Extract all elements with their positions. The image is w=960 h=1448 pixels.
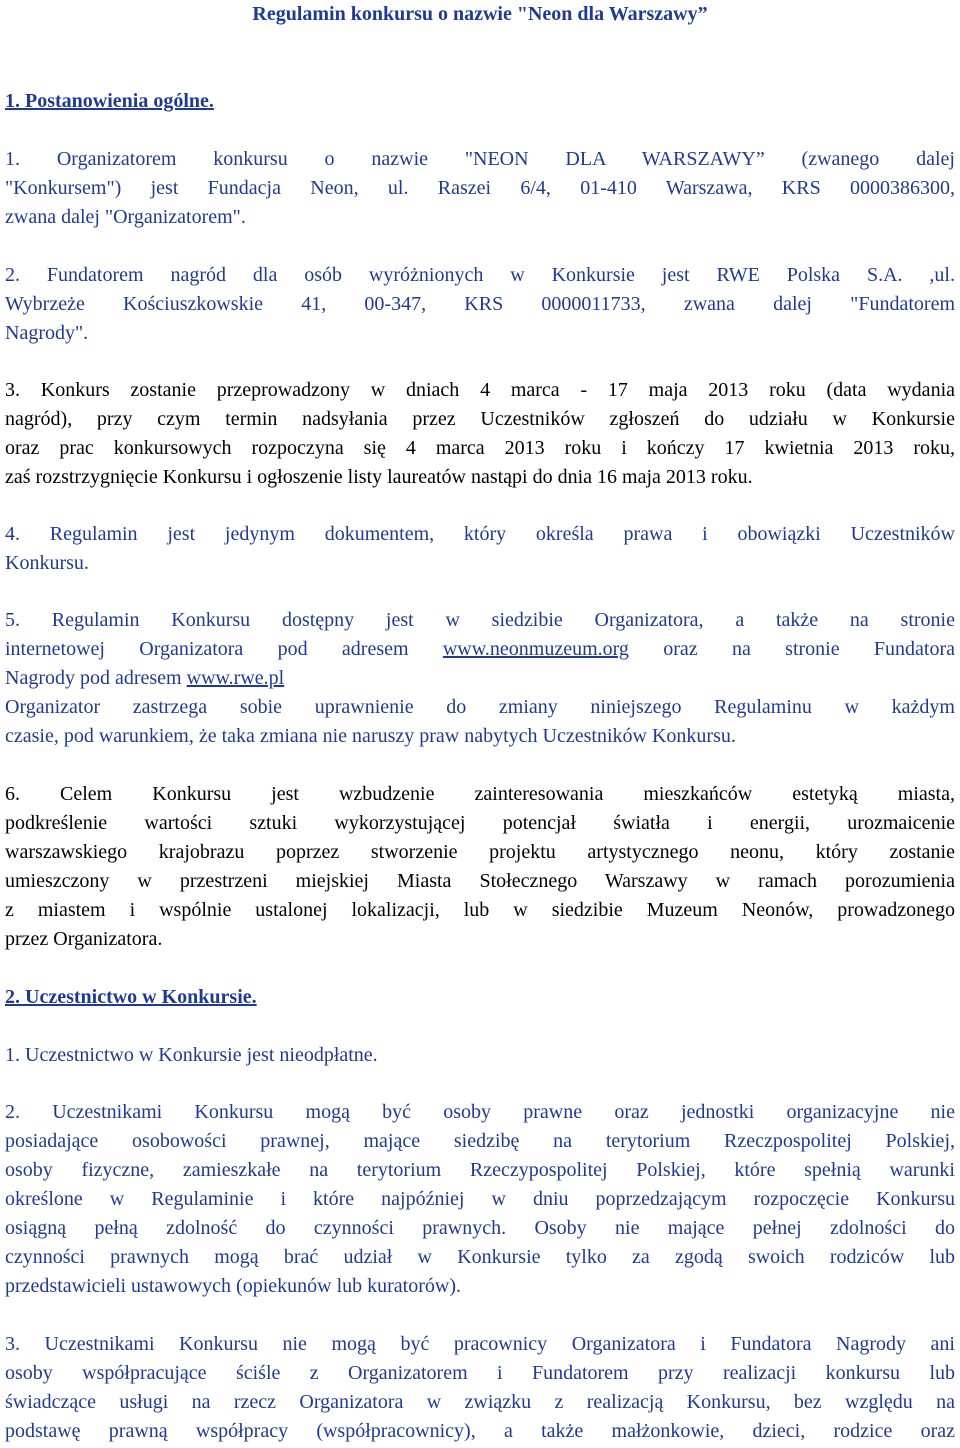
s1-p5-line3-a: Nagrody pod adresem [5,667,182,689]
s1-p2-line2: Wybrzeże Kościuszkowskie 41, 00-347, KRS 0000011733, zwana dalej "Fundatorem [5,293,955,315]
s1-p5-line2 [5,635,955,664]
s1-p1-line1: 1. Organizatorem konkursu o nazwie "NEON DLA WARSZAWY” (zwanego dalej [5,148,955,170]
s1-p5-line4: Organizator zastrzega sobie uprawnienie do zmiany niniejszego Regulaminu w każdym [5,696,955,718]
s1-p4-line2: Konkursu. [5,552,89,574]
s2-p3-line3: świadczące usługi na rzecz Organizatora w związku z realizacją Konkursu, bez względu na [5,1391,955,1413]
s2-p2-line1: 2. Uczestnikami Konkursu mogą być osoby prawne oraz jednostki organizacyjne nie [5,1101,955,1123]
s1-p5-line3 [5,664,955,693]
rwe-link[interactable]: www.rwe.pl [186,667,285,689]
s2-p3-line2: osoby współpracujące ściśle z Organizatorem i Fundatorem przy realizacji konkursu lub [5,1362,955,1384]
s1-p3-line2: nagród), przy czym termin nadsyłania przez Uczestników zgłoszeń do udziału w Konkursie [5,408,955,430]
s1-p5-line2-a: internetowej Organizatora pod adresem [5,638,409,660]
s2-p3-line4: podstawę prawną współpracy (współpracownicy), a także małżonkowie, dzieci, rodzice oraz [5,1420,955,1442]
s1-p5-line1: 5. Regulamin Konkursu dostępny jest w siedzibie Organizatora, a także na stronie [5,609,955,631]
s1-p6-line2: podkreślenie wartości sztuki wykorzystującej potencjał światła i energii, urozmaicenie [5,812,955,834]
s1-p5-line5: czasie, pod warunkiem, że taka zmiana nie naruszy praw nabytych Uczestników Konkursu. [5,725,736,747]
s2-p2-line2: posiadające osobowości prawnej, mające siedzibę na terytorium Rzeczpospolitej Polskiej, [5,1130,955,1152]
section-1-heading: 1. Postanowienia ogólne. [5,90,214,112]
s1-p2-line1: 2. Fundatorem nagród dla osób wyróżnionych w Konkursie jest RWE Polska S.A. ,ul. [5,264,955,286]
s2-p2-line4: określone w Regulaminie i które najpóźniej w dniu poprzedzającym rozpoczęcie Konkursu [5,1188,955,1210]
s1-p2-line3: Nagrody". [5,322,89,344]
s2-p3-line1: 3. Uczestnikami Konkursu nie mogą być pracownicy Organizatora i Fundatora Nagrody ani [5,1333,955,1355]
s2-p2-line7: przedstawicieli ustawowych (opiekunów lub kuratorów). [5,1275,461,1297]
s1-p6-line3: warszawskiego krajobrazu poprzez stworzenie projektu artystycznego neonu, który zostanie [5,841,955,863]
s2-p2-line5: osiągną pełną zdolność do czynności prawnych. Osoby nie mające pełnej zdolności do [5,1217,955,1239]
document-title: Regulamin konkursu o nazwie "Neon dla Warszawy” [252,3,708,25]
s1-p5-line2-b: oraz na stronie Fundatora [663,638,955,660]
section-2-heading: 2. Uczestnictwo w Konkursie. [5,986,257,1008]
s2-p2-line3: osoby fizyczne, zamieszkałe na terytorium Rzeczypospolitej Polskiej, które spełnią warunki [5,1159,955,1181]
s1-p3-line4: zaś rozstrzygnięcie Konkursu i ogłoszenie listy laureatów nastąpi do dnia 16 maja 2013 roku. [5,466,753,488]
s1-p6-line4: umieszczony w przestrzeni miejskiej Miasta Stołecznego Warszawy w ramach porozumienia [5,870,955,892]
s1-p1-line3: zwana dalej "Organizatorem". [5,206,246,228]
s1-p4-line1: 4. Regulamin jest jedynym dokumentem, który określa prawa i obowiązki Uczestników [5,523,955,545]
s2-p2-line6: czynności prawnych mogą brać udział w Konkursie tylko za zgodą swoich rodziców lub [5,1246,955,1268]
s1-p3-line1: 3. Konkurs zostanie przeprowadzony w dniach 4 marca - 17 maja 2013 roku (data wydania [5,379,955,401]
neonmuzeum-link[interactable]: www.neonmuzeum.org [442,638,629,660]
s1-p3-line3: oraz prac konkursowych rozpoczyna się 4 marca 2013 roku i kończy 17 kwietnia 2013 roku, [5,437,955,459]
s1-p6-line6: przez Organizatora. [5,928,163,950]
s1-p6-line5: z miastem i wspólnie ustalonej lokalizacji, lub w siedzibie Muzeum Neonów, prowadzonego [5,899,955,921]
s1-p1-line2: "Konkursem") jest Fundacja Neon, ul. Raszei 6/4, 01-410 Warszawa, KRS 0000386300, [5,177,955,199]
s2-p1-line1: 1. Uczestnictwo w Konkursie jest nieodpłatne. [5,1044,378,1066]
s1-p6-line1: 6. Celem Konkursu jest wzbudzenie zainteresowania mieszkańców estetyką miasta, [5,783,955,805]
